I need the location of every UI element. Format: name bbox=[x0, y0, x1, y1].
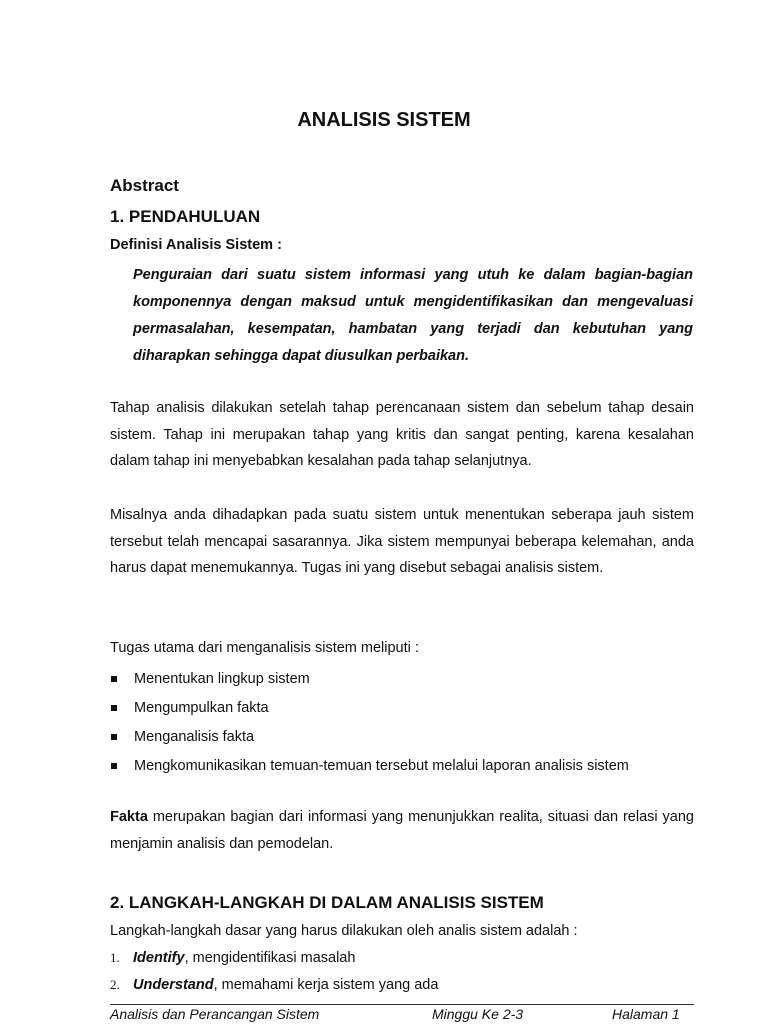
step-term: Understand bbox=[133, 977, 214, 993]
paragraph-analysis-stage: Tahap analisis dilakukan setelah tahap perencanaan sistem dan sebelum tahap desain sistem. Tahap ini merupakan tahap yang kritis dan sangat penting, karena kesalahan dalam tahap ini menyebabkan kesalahan pada tahap selanjutnya. bbox=[110, 400, 694, 469]
abstract-heading: Abstract bbox=[110, 176, 179, 195]
definition-text: Penguraian dari suatu sistem informasi yang utuh ke dalam bagian-bagian komponennya dengan maksud untuk mengidentifikasikan dan mengevaluasi permasalahan, kesempatan, hambatan yang terjadi dan kebutuhan yang diharapkan sehingga dapat diusulkan perbaikan. bbox=[133, 267, 693, 364]
page-title: ANALISIS SISTEM bbox=[297, 109, 471, 131]
section-1-heading: 1. PENDAHULUAN bbox=[110, 207, 261, 226]
fakta-term: Fakta bbox=[110, 809, 148, 825]
footer-page-number: Halaman 1 bbox=[612, 1006, 680, 1022]
section-2-heading: 2. LANGKAH-LANGKAH DI DALAM ANALISIS SISTEM bbox=[110, 893, 544, 912]
bullet-square-icon bbox=[111, 705, 117, 711]
bullet-square-icon bbox=[111, 676, 117, 682]
list-item: Menganalisis fakta bbox=[110, 722, 629, 751]
list-item: Mengkomunikasikan temuan-temuan tersebut melalui laporan analisis sistem bbox=[110, 751, 629, 780]
footer-course: Analisis dan Perancangan Sistem bbox=[110, 1006, 320, 1022]
footer-divider bbox=[110, 1004, 694, 1005]
paragraph-fakta: Fakta merupakan bagian dari informasi yang menunjukkan realita, situasi dan relasi yang menjamin analisis dan pemodelan. bbox=[110, 809, 694, 852]
paragraph-example: Misalnya anda dihadapkan pada suatu sistem untuk menentukan seberapa jauh sistem tersebut telah mencapai sasarannya. Jika sistem mempunyai beberapa kelemahan, anda harus dapat menemukannya. Tugas ini yang disebut sebagai analisis sistem. bbox=[110, 507, 694, 576]
definition-label: Definisi Analisis Sistem : bbox=[110, 237, 282, 253]
list-item: Mengumpulkan fakta bbox=[110, 693, 629, 722]
bullet-square-icon bbox=[111, 763, 117, 769]
bullet-square-icon bbox=[111, 734, 117, 740]
step-term: Identify bbox=[133, 950, 185, 966]
step-item: 2. Understand, memahami kerja sistem yang ada bbox=[110, 977, 439, 993]
list-item: Menentukan lingkup sistem bbox=[110, 664, 629, 693]
steps-intro: Langkah-langkah dasar yang harus dilakukan oleh analis sistem adalah : bbox=[110, 923, 578, 939]
step-item: 1. Identify, mengidentifikasi masalah bbox=[110, 950, 356, 966]
tasks-intro: Tugas utama dari menganalisis sistem meliputi : bbox=[110, 640, 419, 656]
footer-week: Minggu Ke 2-3 bbox=[432, 1006, 524, 1022]
tasks-list bbox=[110, 664, 629, 780]
